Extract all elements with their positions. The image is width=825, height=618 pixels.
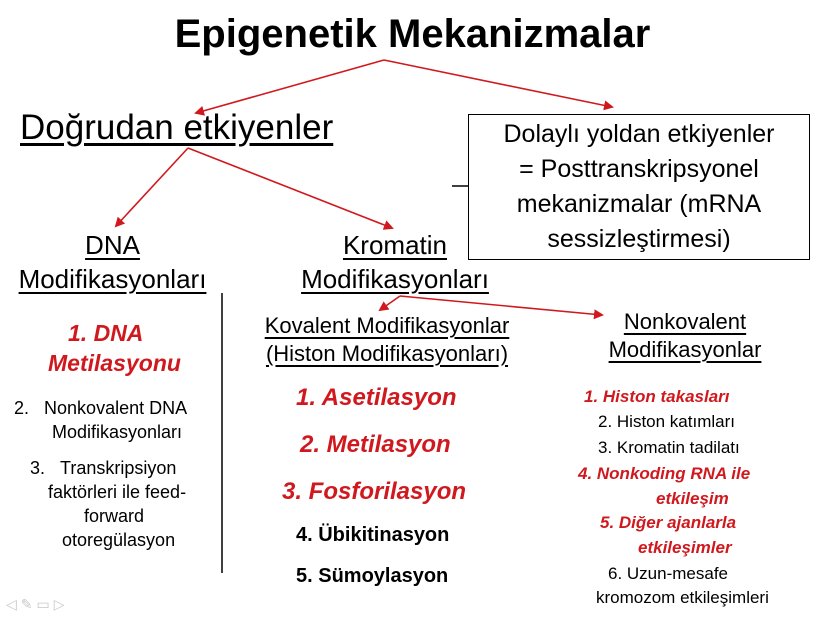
dna-item-2-text-a: Nonkovalent DNA (44, 398, 188, 418)
nonkovalent-item-6: 6. Uzun-mesafe (608, 564, 728, 583)
prev-slide-icon[interactable]: ◁ (6, 596, 21, 612)
nonkovalent-item-5: 5. Diğer ajanlarla (600, 513, 737, 532)
dna-mod-heading (0, 228, 225, 296)
dna-item-3-text-d: otoregülasyon (62, 530, 176, 550)
kovalent-item-3: 3. Fosforilasyon (282, 478, 467, 505)
next-slide-icon[interactable]: ▷ (53, 596, 69, 612)
dna-mod-line-1: DNA (85, 230, 140, 260)
dna-item-3-num: 3. (30, 458, 46, 478)
dna-item-1 (48, 318, 181, 378)
dna-item-1-text-a: DNA (93, 320, 144, 346)
nonkovalent-item-2: 2. Histon katımları (598, 412, 735, 431)
kromatin-mod-line-2: Modifikasyonları (301, 264, 489, 294)
nonkovalent-item-6-cont: kromozom etkileşimleri (596, 588, 769, 607)
page-title: Epigenetik Mekanizmalar (174, 12, 651, 56)
kovalent-line-2: (Histon Modifikasyonları) (265, 341, 509, 366)
kromatin-mod-heading (270, 228, 520, 296)
arrow-direct-to-kromatin (188, 148, 392, 228)
kovalent-item-5: 5. Sümoylasyon (296, 565, 449, 587)
kromatin-mod-line-1: Kromatin (342, 230, 448, 260)
nonkovalent-item-5-cont: etkileşimler (638, 538, 732, 557)
dna-item-3-text-a: Transkripsiyon (60, 458, 177, 478)
kovalent-line-1: Kovalent Modifikasyonlar (264, 313, 510, 338)
indirect-line-4: sessizleştirmesi) (547, 225, 731, 253)
dna-item-3 (30, 456, 186, 552)
arrow-title-to-indirect (384, 60, 612, 107)
dna-item-2 (14, 396, 187, 444)
direct-heading: Doğrudan etkiyenler (20, 108, 334, 147)
dna-item-2-num: 2. (14, 398, 30, 418)
menu-icon[interactable]: ▭ (36, 596, 54, 612)
dna-item-1-text-b: Metilasyonu (48, 350, 181, 376)
dna-item-3-text-b: faktörleri ile feed- (48, 482, 187, 502)
indirect-line-3: mekanizmalar (mRNA (516, 190, 762, 218)
kovalent-item-4: 4. Übikitinasyon (296, 524, 450, 546)
kovalent-item-1: 1. Asetilasyon (296, 384, 457, 411)
nonkovalent-heading (572, 308, 798, 364)
nonkovalent-item-4: 4. Nonkoding RNA ile (578, 464, 751, 483)
dna-item-2-text-b: Modifikasyonları (52, 422, 183, 442)
nonkovalent-item-3: 3. Kromatin tadilatı (598, 438, 740, 457)
indirect-line-2: = Posttranskripsyonel (519, 155, 759, 183)
dna-item-3-text-c: forward (84, 506, 145, 526)
nonkovalent-line-1: Nonkovalent (623, 309, 747, 334)
arrow-direct-to-dna (116, 148, 188, 226)
slideshow-controls[interactable] (6, 596, 69, 613)
pen-icon[interactable]: ✎ (20, 596, 37, 612)
indirect-line-1: Dolaylı yoldan etkiyenler (503, 120, 775, 148)
nonkovalent-item-1: 1. Histon takasları (584, 387, 730, 406)
kovalent-item-2: 2. Metilasyon (300, 431, 451, 458)
dna-item-1-num: 1. (68, 320, 88, 346)
arrow-title-to-direct (196, 60, 384, 113)
nonkovalent-line-2: Modifikasyonlar (608, 337, 762, 362)
kovalent-heading (228, 312, 546, 368)
arrow-kromatin-to-kovalent (380, 296, 400, 310)
dna-mod-line-2: Modifikasyonları (18, 264, 207, 294)
nonkovalent-item-4-cont: etkileşim (656, 489, 729, 508)
